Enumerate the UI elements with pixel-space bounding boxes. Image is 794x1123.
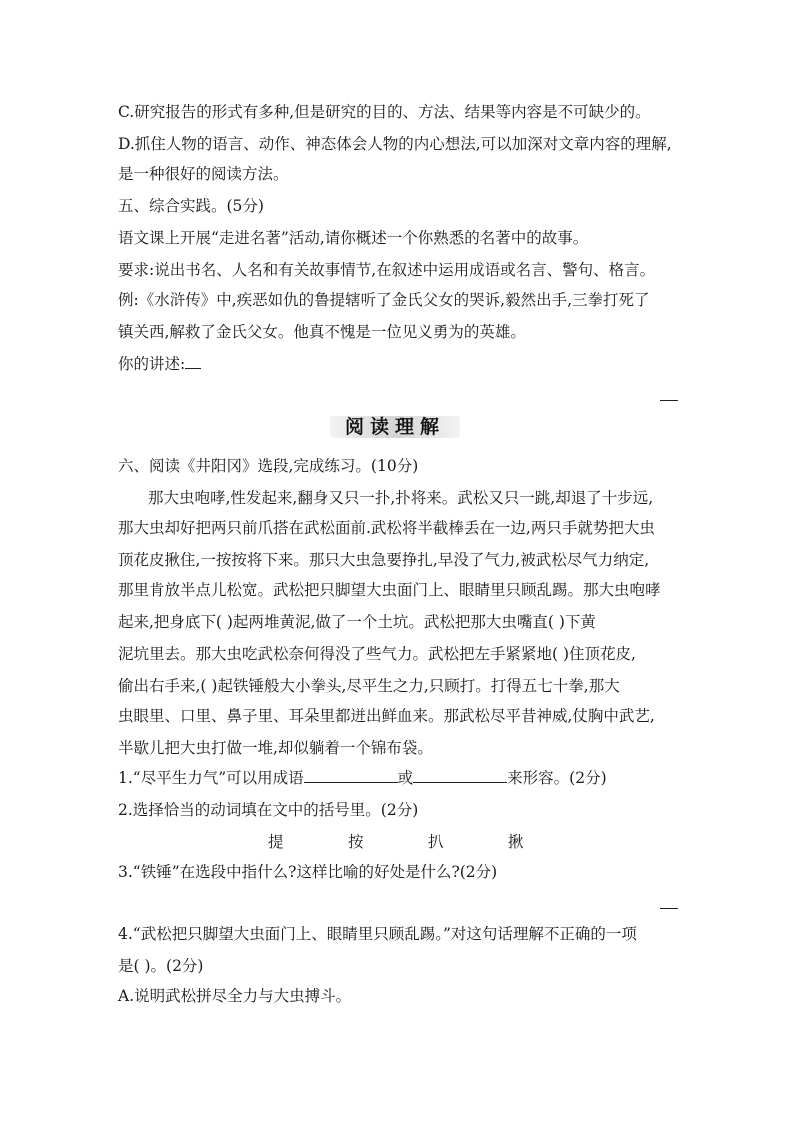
passage-line-9: 半歇儿把大虫打做一堆,却似躺着一个锦布袋。 [118,739,433,757]
idiom-blank-2[interactable] [413,768,507,783]
section-five-heading: 五、综合实践。(5分) [118,197,264,215]
question-2: 2.选择恰当的动词填在文中的括号里。(2分) [118,801,419,819]
passage-line-6: 泥坑里去。那大虫吃武松奈何得没了些气力。武松把左手紧紧地( )住顶花皮, [118,645,636,663]
option-d-text-line1: D.抓住人物的语言、动作、神态体会人物的内心想法,可以加深对文章内容的理解, [118,135,672,153]
example-line1: 例:《水浒传》中,疾恶如仇的鲁提辖听了金氏父女的哭诉,毅然出手,三拳打死了 [118,291,650,309]
question-1: 1.“尽平生力气”可以用成语 或 来形容。(2分) [118,769,607,787]
passage-line-1: 那大虫咆哮,性发起来,翻身又只一扑,扑将来。武松又只一跳,却退了十步远, [148,489,654,507]
question-4-line2: 是( )。(2分) [118,957,204,975]
passage-line-2: 那大虫却好把两只前爪搭在武松面前.武松将半截棒丢在一边,两只手就势把大虫 [118,519,655,537]
option-d-text-line2: 是一种很好的阅读方法。 [118,165,289,183]
question-4-line1: 4.“武松把只脚望大虫面门上、眼睛里只顾乱踢。”对这句话理解不正确的一项 [118,925,637,943]
question-six-heading: 六、阅读《井阳冈》选段,完成练习。(10分) [118,457,419,475]
answer-blank[interactable] [185,354,201,369]
q3-answer-line-end [660,908,678,909]
question-4-option-a: A.说明武松拼尽全力与大虫搏斗。 [118,987,352,1005]
passage-line-3: 顶花皮揪住,一按按将下来。那只大虫急要挣扎,早没了气力,被武松尽气力纳定, [118,551,650,569]
answer-line-end [660,400,678,401]
question-3: 3.“铁锤”在选段中指什么?这样比喻的好处是什么?(2分) [118,863,498,881]
verb-option-ti: 提 [268,833,284,851]
example-line2: 镇关西,解救了金氏父女。他真不愧是一位见义勇为的英雄。 [118,323,526,341]
passage-line-5: 起来,把身底下( )起两堆黄泥,做了一个土坑。武松把那大虫嘴直( )下黄 [118,613,596,631]
passage-line-8: 虫眼里、口里、鼻子里、耳朵里都迸出鲜血来。那武松尽平昔神威,仗胸中武艺, [118,707,655,725]
practice-requirement: 要求:说出书名、人名和有关故事情节,在叙述中运用成语或名言、警句、格言。 [118,261,656,279]
verb-option-jiu: 揪 [508,833,524,851]
passage-line-7: 偷出右手来,( )起铁锤般大小拳头,尽平生之力,只顾打。打得五七十拳,那大 [118,677,620,695]
option-c-text: C.研究报告的形式有多种,但是研究的目的、方法、结果等内容是不可缺少的。 [118,103,651,121]
idiom-blank-1[interactable] [304,768,398,783]
your-answer-prompt: 你的讲述: [118,354,678,374]
verb-option-an: 按 [348,833,364,851]
reading-section-title: 阅读理解 [320,410,470,444]
verb-option-ba: 扒 [428,833,444,851]
passage-line-4: 那里肯放半点儿松宽。武松把只脚望大虫面门上、眼睛里只顾乱踢。那大虫咆哮 [118,581,661,599]
verb-options [268,830,568,850]
practice-task: 语文课上开展“走进名著”活动,请你概述一个你熟悉的名著中的故事。 [118,229,589,247]
